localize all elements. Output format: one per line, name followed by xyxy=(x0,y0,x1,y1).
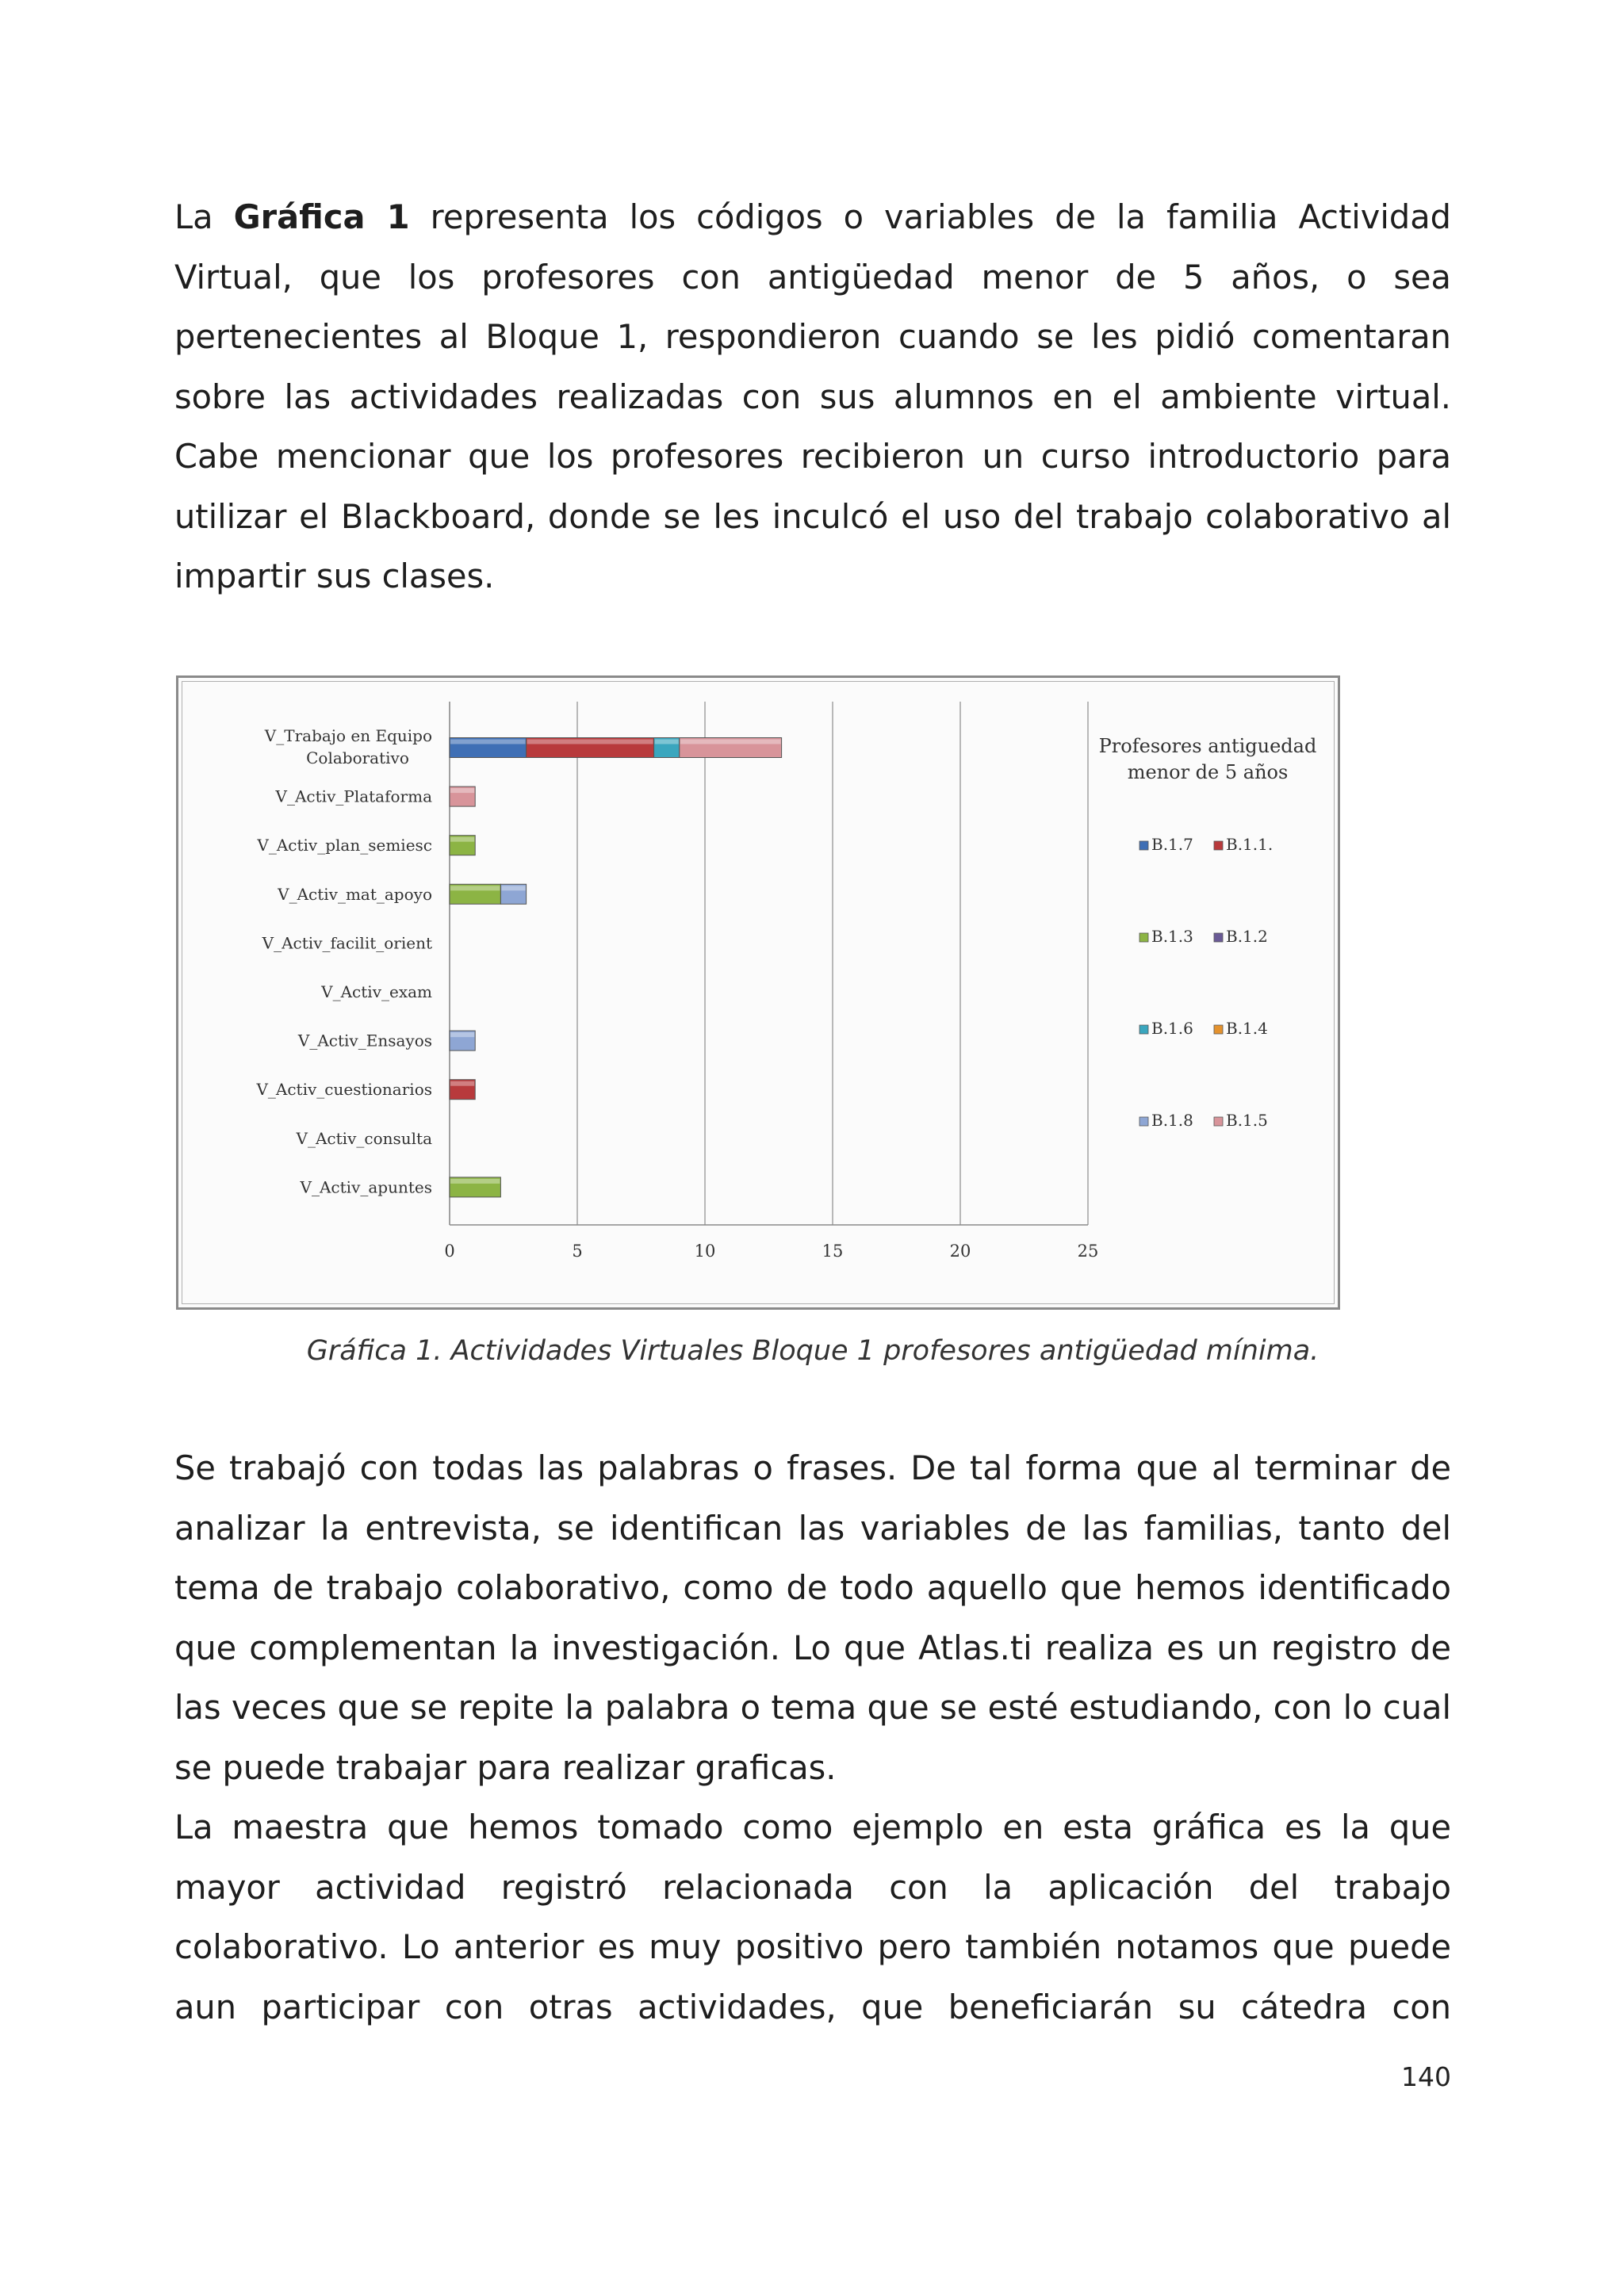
bar-highlight xyxy=(450,1032,474,1037)
x-tick-label: 0 xyxy=(444,1242,455,1261)
legend-swatch xyxy=(1139,1117,1148,1126)
legend-label: B.1.2 xyxy=(1226,927,1268,946)
bar-highlight xyxy=(450,837,474,842)
legend-swatch xyxy=(1214,841,1223,850)
category-label: V_Activ_mat_apoyo xyxy=(278,884,432,904)
x-tick-label: 5 xyxy=(572,1242,583,1261)
text-line: utilizar el Blackboard, donde se les inculcó el uso del trabajo colaborativo al xyxy=(174,496,1451,536)
legend-label: B.1.7 xyxy=(1151,835,1193,854)
x-tick-label: 10 xyxy=(694,1242,716,1261)
legend-label: B.1.3 xyxy=(1151,927,1193,946)
x-tick-label: 20 xyxy=(949,1242,971,1261)
text-line: analizar la entrevista, se identifican las variables de las familias, tanto del xyxy=(174,1508,1451,1548)
text-line: Cabe mencionar que los profesores recibieron un curso introductorio para xyxy=(174,437,1451,476)
text-line: mayor actividad registró relacionada con la aplicación del trabajo xyxy=(174,1867,1451,1907)
text-line: tema de trabajo colaborativo, como de todo aquello que hemos identificado xyxy=(174,1568,1451,1607)
bar-highlight xyxy=(680,740,781,744)
text-line: las veces que se repite la palabra o tema que se esté estudiando, con lo cual xyxy=(174,1688,1451,1727)
category-label: V_Activ_Ensayos xyxy=(297,1031,432,1050)
legend-swatch xyxy=(1139,1025,1148,1034)
text-line: aun participar con otras actividades, que beneficiarán su cátedra con xyxy=(174,1987,1451,2026)
bar-highlight xyxy=(501,886,525,890)
category-label: V_Activ_plan_semiesc xyxy=(257,836,432,855)
text-line: Se trabajó con todas las palabras o frases. De tal forma que al terminar de xyxy=(174,1448,1451,1487)
category-label: Colaborativo xyxy=(306,748,409,767)
legend-label: B.1.1. xyxy=(1226,835,1274,854)
category-label: V_Trabajo en Equipo xyxy=(264,726,432,745)
figure-caption: Gráfica 1. Actividades Virtuales Bloque 1 profesores antigüedad mínima. xyxy=(306,1335,1320,1367)
x-tick-label: 15 xyxy=(822,1242,844,1261)
legend-title: Profesores antiguedad xyxy=(1098,735,1317,757)
text-line: se puede trabajar para realizar graficas. xyxy=(174,1747,837,1787)
legend-swatch xyxy=(1214,1025,1223,1034)
bar-highlight xyxy=(450,740,526,744)
chart-figure xyxy=(176,675,1340,1310)
legend-swatch xyxy=(1139,841,1148,850)
bar-highlight xyxy=(655,740,679,744)
page-number: 140 xyxy=(1401,2061,1451,2092)
category-label: V_Activ_cuestionarios xyxy=(256,1080,432,1100)
category-label: V_Activ_Plataforma xyxy=(275,786,432,806)
text-line: sobre las actividades realizadas con sus alumnos en el ambiente virtual. xyxy=(174,377,1451,416)
text-line: colaborativo. Lo anterior es muy positivo pero también notamos que puede xyxy=(174,1927,1451,1966)
legend-label: B.1.8 xyxy=(1151,1111,1193,1130)
text-line: Virtual, que los profesores con antigüedad menor de 5 años, o sea xyxy=(174,257,1451,297)
paragraph-atlas-ti xyxy=(174,1438,1451,1797)
bar-highlight xyxy=(450,886,500,890)
category-label: V_Activ_consulta xyxy=(296,1128,432,1148)
legend-swatch xyxy=(1214,933,1223,942)
bar-highlight xyxy=(450,1081,474,1086)
bold-reference: Gráfica 1 xyxy=(233,197,410,236)
bar-highlight xyxy=(450,788,474,793)
text-line: La Gráfica 1 representa los códigos o variables de la familia Actividad xyxy=(174,197,1451,236)
legend-label: B.1.4 xyxy=(1226,1019,1268,1038)
paragraph-maestra xyxy=(174,1797,1451,2037)
legend-title: menor de 5 años xyxy=(1127,761,1289,783)
bar-highlight xyxy=(527,740,653,744)
category-label: V_Activ_apuntes xyxy=(300,1177,432,1197)
paragraph-grafica-intro xyxy=(174,187,1451,607)
legend-label: B.1.5 xyxy=(1226,1111,1268,1130)
text-line: pertenecientes al Bloque 1, respondieron cuando se les pidió comentaran xyxy=(174,317,1451,356)
category-label: V_Activ_exam xyxy=(321,982,432,1001)
legend-swatch xyxy=(1214,1117,1223,1126)
legend-label: B.1.6 xyxy=(1151,1019,1193,1038)
text-line: La maestra que hemos tomado como ejemplo en esta gráfica es la que xyxy=(174,1808,1451,1846)
legend-swatch xyxy=(1139,933,1148,942)
text-line: que complementan la investigación. Lo que Atlas.ti realiza es un registro de xyxy=(174,1628,1451,1667)
x-tick-label: 25 xyxy=(1077,1242,1099,1261)
text-line: impartir sus clases. xyxy=(174,557,495,595)
category-label: V_Activ_facilit_orient xyxy=(262,933,432,953)
stacked-bar-chart xyxy=(178,678,1342,1312)
bar-highlight xyxy=(450,1179,500,1184)
